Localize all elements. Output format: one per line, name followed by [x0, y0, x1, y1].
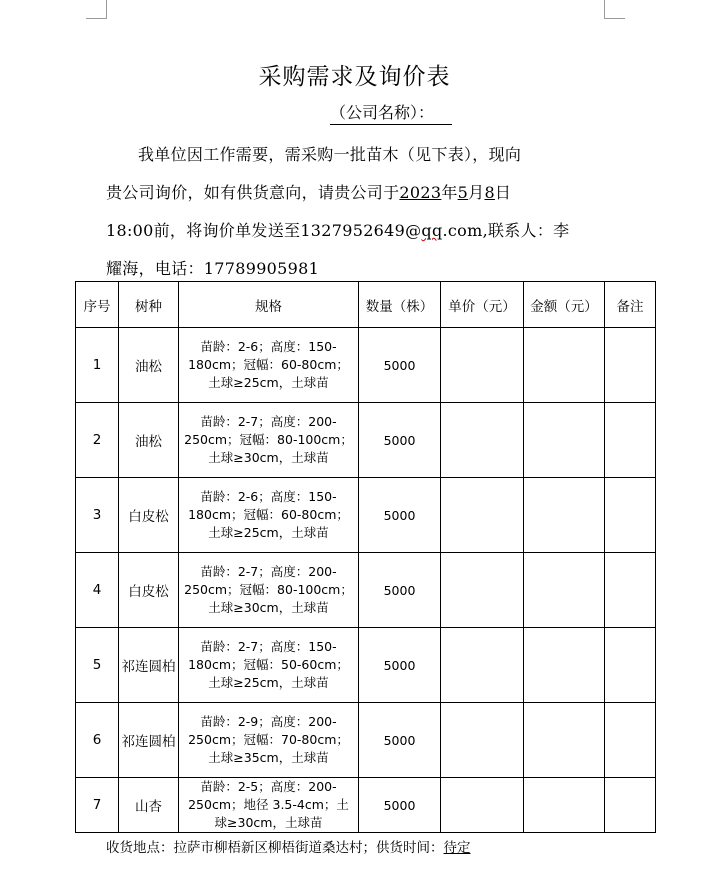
cell-spec: 苗龄：2-7；高度：200-250cm；冠幅：80-100cm；土球≥30cm，土球苗	[179, 553, 359, 628]
cell-amount[interactable]	[524, 328, 605, 403]
intro-paragraph	[106, 136, 606, 288]
cell-price[interactable]	[441, 703, 524, 778]
deadline-month: 5	[457, 183, 469, 202]
header-no: 序号	[76, 282, 119, 328]
table-row	[76, 703, 656, 778]
table-row	[76, 328, 656, 403]
header-species: 树种	[119, 282, 179, 328]
crop-mark-top-right	[604, 0, 625, 19]
cell-price[interactable]	[441, 478, 524, 553]
cell-qty: 5000	[359, 703, 441, 778]
intro-line-3	[106, 212, 606, 250]
cell-qty: 5000	[359, 403, 441, 478]
cell-species: 山杏	[119, 778, 179, 833]
intro-line-4: 耀海，电话：17789905981	[106, 259, 320, 278]
cell-note[interactable]	[605, 628, 656, 703]
day-unit: 日	[494, 183, 512, 202]
email-part: 1327952649@	[300, 221, 422, 240]
cell-note[interactable]	[605, 478, 656, 553]
cell-qty: 5000	[359, 478, 441, 553]
cell-no: 3	[76, 478, 119, 553]
header-spec: 规格	[179, 282, 359, 328]
cell-amount[interactable]	[524, 703, 605, 778]
cell-amount[interactable]	[524, 553, 605, 628]
cell-no: 2	[76, 403, 119, 478]
cell-note[interactable]	[605, 778, 656, 833]
cell-qty: 5000	[359, 628, 441, 703]
cell-amount[interactable]	[524, 628, 605, 703]
cell-spec: 苗龄：2-9；高度：200-250cm；冠幅：70-80cm；土球≥35cm，土球苗	[179, 703, 359, 778]
header-amount: 金额（元）	[524, 282, 605, 328]
cell-qty: 5000	[359, 328, 441, 403]
table-row	[76, 403, 656, 478]
cell-spec: 苗龄：2-6；高度：150-180cm；冠幅：60-80cm；土球≥25cm，土球苗	[179, 328, 359, 403]
intro-text: 18:00前，将询价单发送至	[106, 221, 301, 240]
table-row	[76, 478, 656, 553]
cell-price[interactable]	[441, 403, 524, 478]
cell-species: 祁连圆柏	[119, 628, 179, 703]
intro-line-2	[106, 174, 606, 212]
cell-amount[interactable]	[524, 403, 605, 478]
intro-text: 贵公司询价，如有供货意向，请贵公司于	[106, 183, 400, 202]
cell-no: 7	[76, 778, 119, 833]
cell-note[interactable]	[605, 403, 656, 478]
cell-qty: 5000	[359, 778, 441, 833]
intro-line-1: 我单位因工作需要，需采购一批苗木（见下表），现向	[138, 145, 522, 164]
cell-price[interactable]	[441, 553, 524, 628]
cell-note[interactable]	[605, 553, 656, 628]
delivery-info	[106, 836, 471, 856]
cell-spec: 苗龄：2-7；高度：150-180cm；冠幅：50-60cm；土球≥25cm，土球苗	[179, 628, 359, 703]
cell-species: 祁连圆柏	[119, 703, 179, 778]
delivery-location: 收货地点：拉萨市柳梧新区柳梧街道桑达村；供货时间：	[106, 840, 444, 856]
cell-amount[interactable]	[524, 778, 605, 833]
crop-mark-top-left	[86, 0, 107, 19]
delivery-time: 待定	[443, 840, 471, 856]
cell-no: 4	[76, 553, 119, 628]
cell-price[interactable]	[441, 328, 524, 403]
cell-price[interactable]	[441, 628, 524, 703]
month-unit: 月	[468, 183, 485, 202]
inquiry-table	[75, 281, 656, 833]
cell-price[interactable]	[441, 778, 524, 833]
deadline-day: 8	[484, 183, 495, 202]
table-row	[76, 553, 656, 628]
table-row	[76, 778, 656, 833]
header-qty: 数量（株）	[359, 282, 441, 328]
cell-no: 5	[76, 628, 119, 703]
table-row	[76, 628, 656, 703]
cell-spec: 苗龄：2-5；高度：200-250cm；地径 3.5-4cm；土球≥30cm，土球苗	[179, 778, 359, 833]
cell-no: 6	[76, 703, 119, 778]
email-tail: .com,联系人：李	[442, 221, 570, 240]
cell-spec: 苗龄：2-7；高度：200-250cm；冠幅：80-100cm；土球≥30cm，土球苗	[179, 403, 359, 478]
cell-species: 白皮松	[119, 478, 179, 553]
table-header-row	[76, 282, 656, 328]
cell-species: 白皮松	[119, 553, 179, 628]
cell-species: 油松	[119, 328, 179, 403]
year-unit: 年	[441, 183, 458, 202]
cell-no: 1	[76, 328, 119, 403]
deadline-year: 2023	[399, 183, 442, 202]
cell-spec: 苗龄：2-6；高度：150-180cm；冠幅：60-80cm；土球≥25cm，土球苗	[179, 478, 359, 553]
header-note: 备注	[605, 282, 656, 328]
cell-species: 油松	[119, 403, 179, 478]
cell-amount[interactable]	[524, 478, 605, 553]
cell-note[interactable]	[605, 328, 656, 403]
email-domain: qq	[421, 221, 443, 240]
cell-qty: 5000	[359, 553, 441, 628]
cell-note[interactable]	[605, 703, 656, 778]
document-title: 采购需求及询价表	[258, 64, 451, 90]
header-price: 单价（元）	[441, 282, 524, 328]
company-name-line: （公司名称）：	[330, 100, 452, 125]
